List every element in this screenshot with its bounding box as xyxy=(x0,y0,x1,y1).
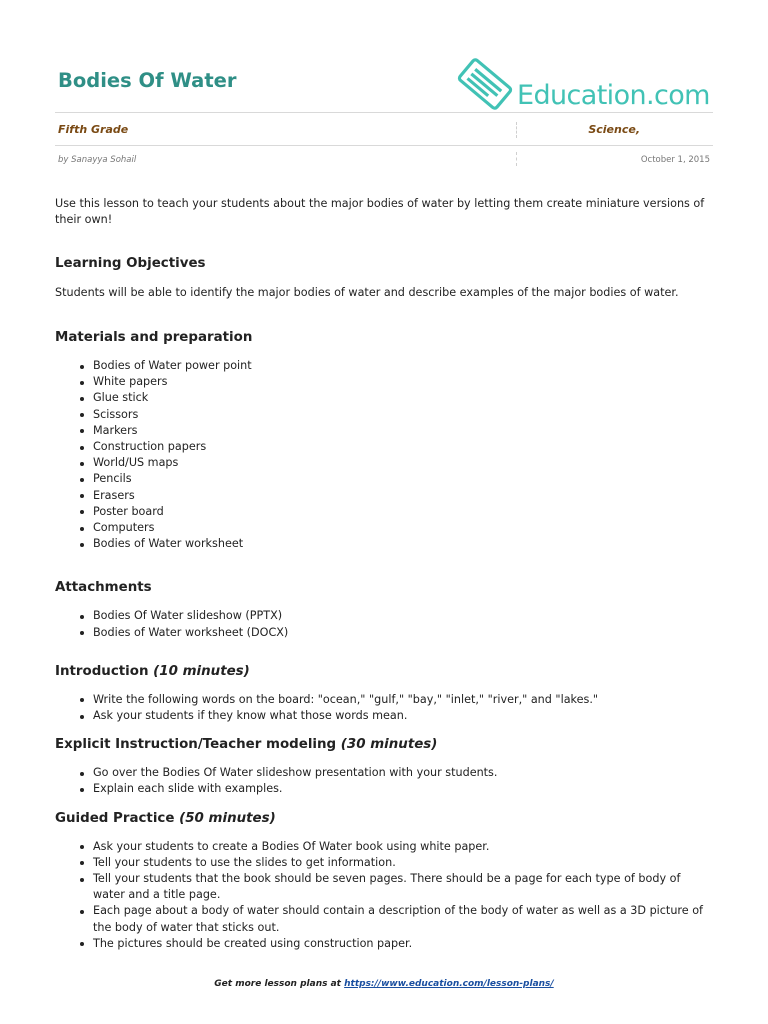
list-item: World/US maps xyxy=(93,455,715,471)
header-divider xyxy=(55,112,713,113)
explicit-instruction-time: (30 minutes) xyxy=(340,737,438,753)
guided-practice-list xyxy=(55,839,715,952)
list-item: Pencils xyxy=(93,471,715,487)
list-item: Tell your students that the book should be seven pages. There should be a page for each type of body of water and a title page. xyxy=(93,871,715,903)
lesson-content xyxy=(55,196,715,952)
materials-heading: Materials and preparation xyxy=(55,330,253,345)
list-item: Bodies of Water worksheet xyxy=(93,536,715,552)
list-item: Construction papers xyxy=(93,439,715,455)
list-item: Ask your students to create a Bodies Of Water book using white paper. xyxy=(93,839,715,855)
list-item: Markers xyxy=(93,423,715,439)
grade-label: Fifth Grade xyxy=(58,123,129,136)
attachment-item[interactable]: Bodies of Water worksheet (DOCX) xyxy=(93,625,715,641)
subject-label: Science, xyxy=(588,123,640,136)
list-item: Ask your students if they know what those words mean. xyxy=(93,708,715,724)
list-item: Each page about a body of water should contain a description of the body of water as well as a 3D picture of the body of water that sticks out. xyxy=(93,903,715,935)
list-item: Erasers xyxy=(93,488,715,504)
guided-practice-heading-text: Guided Practice xyxy=(55,810,175,826)
list-item: Go over the Bodies Of Water slideshow presentation with your students. xyxy=(93,765,715,781)
introduction-heading xyxy=(55,663,715,681)
logo-text: Education.com xyxy=(517,80,710,111)
list-item: White papers xyxy=(93,374,715,390)
guided-practice-heading xyxy=(55,810,715,828)
author-divider xyxy=(516,152,517,166)
introduction-time: (10 minutes) xyxy=(153,663,250,679)
list-item: Bodies of Water power point xyxy=(93,358,715,374)
explicit-instruction-heading-text: Explicit Instruction/Teacher modeling xyxy=(55,737,337,753)
introduction-list xyxy=(55,692,715,724)
list-item: Poster board xyxy=(93,504,715,520)
guided-practice-time: (50 minutes) xyxy=(179,810,276,826)
attachment-item[interactable]: Bodies Of Water slideshow (PPTX) xyxy=(93,608,715,624)
date-label: October 1, 2015 xyxy=(640,155,710,165)
intro-paragraph: Use this lesson to teach your students about the major bodies of water by letting them create miniature versions of their own! xyxy=(55,197,705,226)
list-item: Write the following words on the board: "ocean," "gulf," "bay," "inlet," "river," and "lakes." xyxy=(93,692,715,708)
lesson-plans-link[interactable]: https://www.education.com/lesson-plans/ xyxy=(344,979,554,989)
page-title: Bodies Of Water xyxy=(58,69,237,92)
list-item: Computers xyxy=(93,520,715,536)
list-item: Tell your students to use the slides to get information. xyxy=(93,855,715,871)
introduction-heading-text: Introduction xyxy=(55,663,149,679)
list-item: Scissors xyxy=(93,407,715,423)
attachments-list xyxy=(55,608,715,640)
list-item: Glue stick xyxy=(93,390,715,406)
explicit-instruction-heading xyxy=(55,736,715,754)
materials-list xyxy=(55,358,715,552)
author-label: by Sanayya Sohail xyxy=(58,155,137,165)
attachments-heading: Attachments xyxy=(55,580,152,596)
learning-objectives-heading: Learning Objectives xyxy=(55,256,206,271)
explicit-instruction-list xyxy=(55,765,715,797)
meta-divider xyxy=(516,122,517,138)
meta-divider-line xyxy=(55,145,713,146)
learning-objectives-text: Students will be able to identify the major bodies of water and describe examples of the major bodies of water. xyxy=(55,286,679,299)
footer-text: Get more lesson plans at xyxy=(214,979,341,989)
list-item: Explain each slide with examples. xyxy=(93,781,715,797)
list-item: The pictures should be created using construction paper. xyxy=(93,936,715,952)
footer xyxy=(0,979,768,989)
